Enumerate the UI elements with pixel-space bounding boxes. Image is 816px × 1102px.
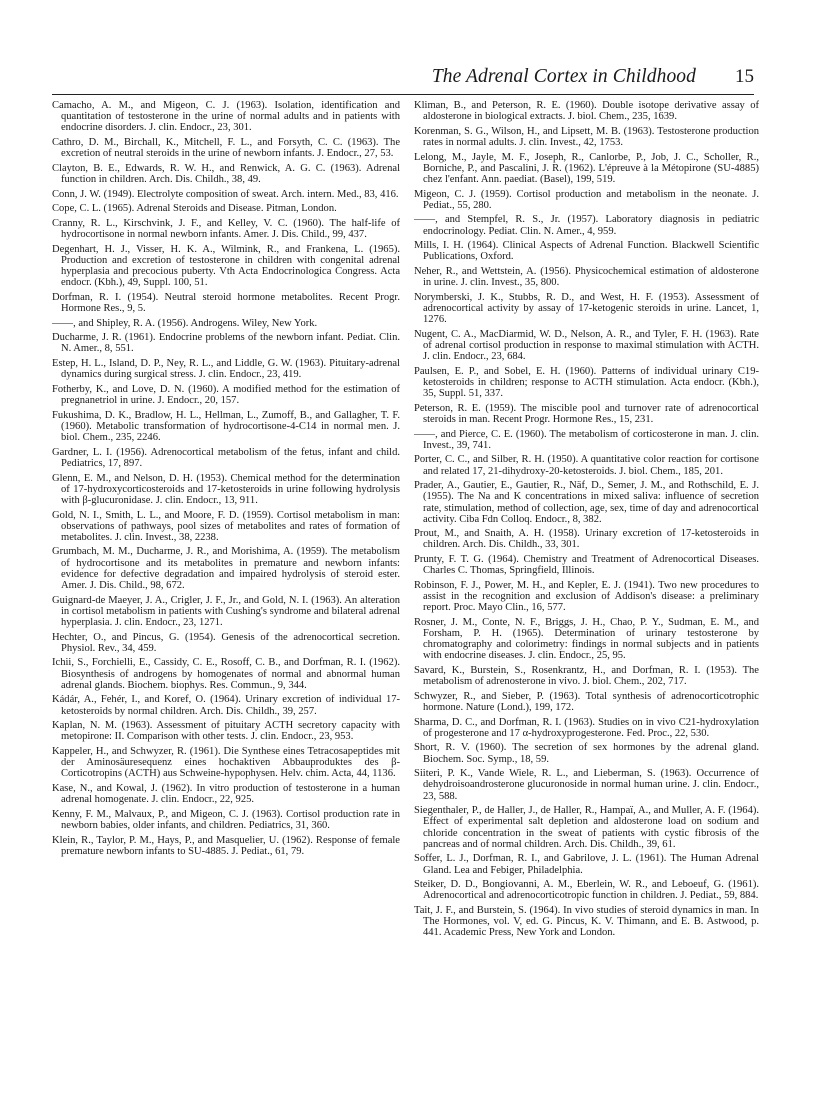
reference-entry: Siiteri, P. K., Vande Wiele, R. L., and Lieberman, S. (1963). Occurrence of dehydroisoandrosterone glucuronoside in normal human urine. J. clin. Endocr., 23, 588. (414, 768, 759, 802)
reference-entry: Cathro, D. M., Birchall, K., Mitchell, F. L., and Forsyth, C. C. (1963). The excretion of neutral steroids in the urine of newborn infants. J. Endocr., 27, 53. (52, 136, 400, 160)
reference-entry: ——, and Shipley, R. A. (1956). Androgens. Wiley, New York. (52, 317, 318, 329)
reference-entry: Rosner, J. M., Conte, N. F., Briggs, J. H., Chao, P. Y., Sudman, E. M., and Forsham, P. H. (1965). Determination of urinary testosterone by chromatography and colorimetry: findings in normal subjects and in patients with endocrine diseases. J. clin. Endocr., 25, 95. (414, 616, 759, 662)
reference-entry: Mills, I. H. (1964). Clinical Aspects of Adrenal Function. Blackwell Scientific Publications, Oxford. (414, 240, 759, 263)
reference-entry: Fotherby, K., and Love, D. N. (1960). A modified method for the estimation of pregnanetriol in urine. J. Endocr., 20, 157. (52, 383, 400, 407)
reference-entry: Sharma, D. C., and Dorfman, R. I. (1963). Studies on in vivo C21-hydroxylation of progesterone and 17 α-hydroxyprogesterone. Fed. Proc., 22, 530. (414, 716, 759, 739)
reference-entry: Porter, C. C., and Silber, R. H. (1950). A quantitative color reaction for cortisone and related 17, 21-dihydroxy-20-ketosteroids. J. biol. Chem., 185, 201. (414, 454, 759, 477)
reference-entry: Dorfman, R. I. (1954). Neutral steroid hormone metabolites. Recent Progr. Hormone Res., 9, 5. (52, 291, 400, 314)
reference-entry: Klein, R., Taylor, P. M., Hays, P., and Masquelier, U. (1962). Response of female premature newborn infants to SU-4885. J. Pediat., 61, 79. (52, 834, 400, 857)
reference-entry: Korenman, S. G., Wilson, H., and Lipsett, M. B. (1963). Testosterone production rates in normal adults. J. clin. Invest., 42, 1753. (414, 125, 759, 148)
reference-entry: Degenhart, H. J., Visser, H. K. A., Wilmink, R., and Frankena, L. (1965). Production and excretion of testosterone in children with congenital adrenal hyperplasia and precocious puberty. Vth Acta Endocrinologica Congress. Acta endocr. (Kbh.), 49, Suppl. 100, 51. (52, 243, 400, 289)
reference-entry: Ichii, S., Forchielli, E., Cassidy, C. E., Rosoff, C. B., and Dorfman, R. I. (1962). Biosynthesis of androgens by homogenates of normal and abnormal human adrenal glands. Biochem. biophys. Res. Commun., 9, 344. (52, 657, 400, 691)
reference-entry: Robinson, F. J., Power, M. H., and Kepler, E. J. (1941). Two new procedures to assist in the recognition and exclusion of Addison's disease: a preliminary report. Proc. Mayo Clin., 16, 577. (414, 579, 759, 614)
reference-entry: Savard, K., Burstein, S., Rosenkrantz, H., and Dorfman, R. I. (1953). The metabolism of adrenosterone in vivo. J. biol. Chem., 202, 717. (414, 665, 759, 688)
reference-entry: Schwyzer, R., and Sieber, P. (1963). Total synthesis of adrenocorticotrophic hormone. Nature (Lond.), 199, 172. (414, 690, 759, 713)
reference-entry: Fukushima, D. K., Bradlow, H. L., Hellman, L., Zumoff, B., and Gallagher, T. F. (1960). Metabolic transformation of hydrocortisone-4-C14 in normal men. J. biol. Chem., 235, 2246. (52, 409, 400, 444)
reference-entry: Ducharme, J. R. (1961). Endocrine problems of the newborn infant. Pediat. Clin. N. Amer., 8, 551. (52, 332, 400, 355)
reference-entry: Grumbach, M. M., Ducharme, J. R., and Morishima, A. (1959). The metabolism of hydrocortisone and its metabolites in premature and newborn infants: evidence for defective degradation and impaired hydrolysis of steroid ester. Amer. J. Dis. Child., 98, 672. (52, 546, 400, 591)
reference-entry: Neher, R., and Wettstein, A. (1956). Physicochemical estimation of aldosterone in urine. J. clin. Invest., 35, 800. (414, 266, 759, 289)
reference-entry: ——, and Pierce, C. E. (1960). The metabolism of corticosterone in man. J. clin. Invest., 39, 741. (414, 428, 759, 451)
running-title: The Adrenal Cortex in Childhood (431, 66, 696, 87)
reference-entry: Nugent, C. A., MacDiarmid, W. D., Nelson, A. R., and Tyler, F. H. (1963). Rate of adrenal cortisol production in response to maximal stimulation with ACTH. J. clin. Endocr., 23, 684. (414, 328, 759, 363)
reference-entry: Short, R. V. (1960). The secretion of sex hormones by the adrenal gland. Biochem. Soc. Symp., 18, 59. (414, 742, 759, 765)
reference-entry: Gold, N. I., Smith, L. L., and Moore, F. D. (1959). Cortisol metabolism in man: observations of pathways, pool sizes of metabolites and rates of formation of metabolites. J. clin. Invest., 38, 2238. (52, 509, 400, 543)
reference-entry: Kliman, B., and Peterson, R. E. (1960). Double isotope derivative assay of aldosterone in biological extracts. J. biol. Chem., 235, 1639. (414, 100, 759, 123)
reference-entry: Kádár, A., Fehér, I., and Koref, O. (1964). Urinary excretion of individual 17-ketosteroids by normal children. Arch. Dis. Childh., 39, 257. (52, 694, 400, 717)
reference-entry: Prunty, F. T. G. (1964). Chemistry and Treatment of Adrenocortical Diseases. Charles C. Thomas, Springfield, Illinois. (414, 554, 759, 577)
reference-entry: Siegenthaler, P., de Haller, J., de Haller, R., Hampaï, A., and Muller, A. F. (1964). Effect of experimental salt depletion and aldosterone load on sodium and chloride concentration in the sweat of patients with cystic fibrosis of the pancreas and of normal children. Arch. Dis. Childh., 39, 61. (414, 805, 759, 850)
reference-entry: Kaplan, N. M. (1963). Assessment of pituitary ACTH secretory capacity with metopirone: II. Comparison with other tests. J. clin. Endocr., 23, 953. (52, 720, 400, 743)
reference-entry: Migeon, C. J. (1959). Cortisol production and metabolism in the neonate. J. Pediat., 55, 280. (414, 188, 759, 211)
reference-entry: Kenny, F. M., Malvaux, P., and Migeon, C. J. (1963). Cortisol production rate in newborn babies, older infants, and children. Pediatrics, 31, 360. (52, 808, 400, 831)
reference-entry: Cranny, R. L., Kirschvink, J. F., and Kelley, V. C. (1960). The half-life of hydrocortisone in normal newborn infants. Amer. J. Dis. Child., 99, 437. (52, 217, 400, 241)
reference-column-left (52, 100, 400, 860)
page-header (52, 64, 754, 95)
reference-entry: Norymberski, J. K., Stubbs, R. D., and West, H. F. (1953). Assessment of adrenocortical activity by assay of 17-ketogenic steroids in urine. Lancet, 1, 1276. (414, 291, 759, 326)
reference-entry: Hechter, O., and Pincus, G. (1954). Genesis of the adrenocortical secretion. Physiol. Rev., 34, 459. (52, 631, 400, 654)
reference-entry: Kappeler, H., and Schwyzer, R. (1961). Die Synthese eines Tetracosapeptides mit der Aminosäuresequenz eines hochaktiven Abbauproduktes des β-Corticotropins (ACTH) aus Schweine-hypophysen. Helv. chim. Acta, 44, 1136. (52, 745, 400, 780)
reference-entry: Steiker, D. D., Bongiovanni, A. M., Eberlein, W. R., and Leboeuf, G. (1961). Adrenocortical and adrenocorticotropic function in children. J. Pediat., 59, 884. (414, 879, 759, 902)
reference-entry: Tait, J. F., and Burstein, S. (1964). In vivo studies of steroid dynamics in man. In The Hormones, vol. V, ed. G. Pincus, K. V. Thimann, and E. B. Astwood, p. 441. Academic Press, New York and London. (414, 905, 759, 939)
reference-entry: Camacho, A. M., and Migeon, C. J. (1963). Isolation, identification and quantitation of testosterone in the urine of normal adults and in patients with endocrine disorders. J. clin. Endocr., 23, 301. (52, 100, 400, 134)
reference-entry: Paulsen, E. P., and Sobel, E. H. (1960). Patterns of individual urinary C19-ketosteroids in children; response to ACTH stimulation. Acta endocr. (Kbh.), 35, Suppl. 51, 337. (414, 365, 759, 400)
reference-entry: Conn, J. W. (1949). Electrolyte composition of sweat. Arch. intern. Med., 83, 416. (52, 188, 399, 200)
page-number: 15 (735, 66, 754, 87)
reference-entry: Lelong, M., Jayle, M. F., Joseph, R., Canlorbe, P., Job, J. C., Scholler, R., Borniche, P., and Pascalini, J. R. (1962). L'épreuve à la Métopirone (SU-4885) chez l'enfant. Ann. paediat. (Basel), 199, 519. (414, 151, 759, 185)
reference-entry: Kase, N., and Kowal, J. (1962). In vitro production of testosterone in a human adrenal homogenate. J. clin. Endocr., 22, 925. (52, 782, 400, 806)
reference-entry: Clayton, B. E., Edwards, R. W. H., and Renwick, A. G. C. (1963). Adrenal function in children. Arch. Dis. Childh., 38, 49. (52, 162, 400, 185)
reference-entry: Prader, A., Gautier, E., Gautier, R., Näf, D., Semer, J. M., and Rothschild, E. J. (1955). The Na and K concentrations in mixed saliva: influence of secretion rate, stimulation, method of collection, age, sex, time of day and adrenocortical activity. Ciba Fdn Colloq. Endocr., 8, 382. (414, 480, 759, 525)
reference-column-right (414, 100, 759, 942)
reference-entry: Cope, C. L. (1965). Adrenal Steroids and Disease. Pitman, London. (52, 203, 337, 215)
reference-entry: Guignard-de Maeyer, J. A., Crigler, J. F., Jr., and Gold, N. I. (1963). An alteration in cortisol metabolism in patients with Cushing's syndrome and bilateral adrenal hyperplasia. J. clin. Endocr., 23, 1271. (52, 594, 400, 628)
reference-entry: Prout, M., and Snaith, A. H. (1958). Urinary excretion of 17-ketosteroids in children. Arch. Dis. Childh., 33, 301. (414, 528, 759, 551)
reference-entry: Estep, H. L., Island, D. P., Ney, R. L., and Liddle, G. W. (1963). Pituitary-adrenal dynamics during surgical stress. J. clin. Endocr., 23, 419. (52, 358, 400, 381)
reference-entry: Soffer, L. J., Dorfman, R. I., and Gabrilove, J. L. (1961). The Human Adrenal Gland. Lea and Febiger, Philadelphia. (414, 853, 759, 876)
reference-entry: ——, and Stempfel, R. S., Jr. (1957). Laboratory diagnosis in pediatric endocrinology. Pediat. Clin. N. Amer., 4, 959. (414, 214, 759, 237)
reference-entry: Glenn, E. M., and Nelson, D. H. (1953). Chemical method for the determination of 17-hydroxycorticosteroids and 17-ketosteroids in urine following hydrolysis with β-glucuronidase. J. clin. Endocr., 13, 911. (52, 472, 400, 506)
reference-entry: Peterson, R. E. (1959). The miscible pool and turnover rate of adrenocortical steroids in man. Recent Progr. Hormone Res., 15, 231. (414, 402, 759, 425)
reference-entry: Gardner, L. I. (1956). Adrenocortical metabolism of the fetus, infant and child. Pediatrics, 17, 897. (52, 446, 400, 469)
